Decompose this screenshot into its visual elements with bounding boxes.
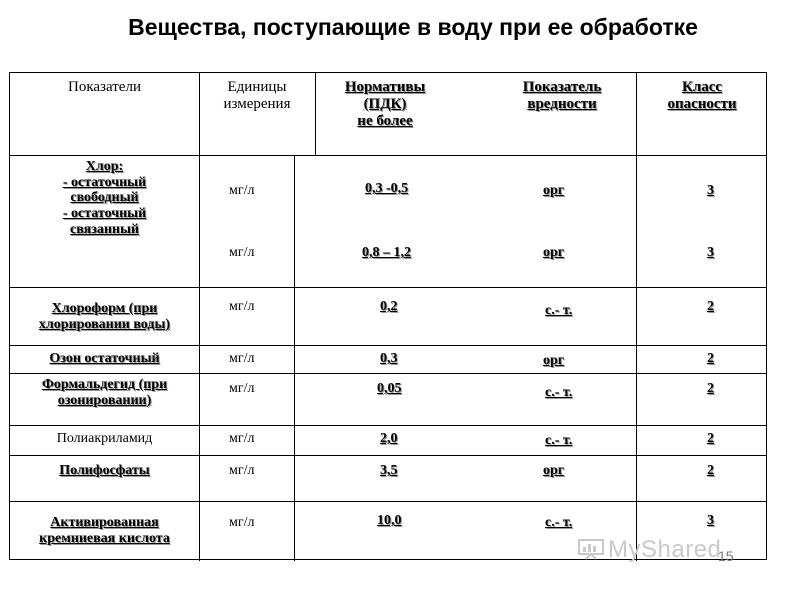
- row-chlorine-class-2: 3: [707, 245, 714, 260]
- row-formaldehyde-norm: 0,05: [377, 381, 402, 396]
- header-class: Класс опасности: [667, 79, 737, 112]
- row-divider-2: [10, 345, 766, 346]
- col-divider-4: [636, 73, 637, 561]
- row-chlorine-norm-1: 0,3 -0,5: [365, 181, 409, 196]
- row-chlorine-name: Хлор: - остаточный свободный - остаточный связанный: [62, 159, 147, 237]
- row-chlorine-norm-2: 0,8 – 1,2: [362, 245, 411, 260]
- row-polyacrylamide-class: 2: [707, 431, 714, 446]
- row-divider-3: [10, 373, 766, 374]
- slide-title: Вещества, поступающие в воду при ее обработке: [128, 14, 698, 40]
- row-chlorine-harm-2: орг: [543, 245, 565, 260]
- row-divider-4: [10, 425, 766, 426]
- row-polyacrylamide-norm: 2,0: [380, 431, 398, 446]
- watermark-logo: MyShared: [608, 536, 722, 563]
- row-chloroform-norm: 0,2: [380, 299, 398, 314]
- row-polyacrylamide-harm: с.- т.: [545, 433, 573, 448]
- row-ozone-unit: мг/л: [229, 351, 255, 366]
- row-polyphosphates-norm: 3,5: [380, 463, 398, 478]
- row-polyacrylamide-unit: мг/л: [229, 431, 255, 446]
- row-chloroform-name: Хлороформ (при хлорировании воды): [38, 301, 171, 332]
- col-divider-1: [199, 73, 200, 561]
- header-norm: Нормативы (ПДК) не более: [344, 79, 426, 129]
- row-chloroform-unit: мг/л: [229, 299, 255, 314]
- row-silicic-acid-norm: 10,0: [377, 513, 402, 528]
- substances-table: [9, 72, 767, 560]
- row-polyphosphates-unit: мг/л: [229, 463, 255, 478]
- header-indicator: Показатели: [68, 79, 141, 95]
- row-silicic-acid-unit: мг/л: [229, 515, 255, 530]
- row-chloroform-harm: с.- т.: [545, 303, 573, 318]
- row-divider-6: [10, 501, 766, 502]
- row-polyphosphates-class: 2: [707, 463, 714, 478]
- row-silicic-acid-name: Активированная кремниевая кислота: [39, 515, 170, 546]
- page-number: 15: [718, 548, 734, 564]
- row-chlorine-unit-1: мг/л: [229, 183, 255, 198]
- row-ozone-name: Озон остаточный: [49, 351, 160, 366]
- row-silicic-acid-class: 3: [707, 513, 714, 528]
- header-harm: Показатель вредности: [522, 79, 602, 112]
- row-chlorine-unit-2: мг/л: [229, 245, 255, 260]
- presentation-board-icon: [578, 538, 604, 560]
- row-divider-header: [10, 155, 766, 156]
- row-formaldehyde-class: 2: [707, 381, 714, 396]
- row-formaldehyde-name: Формальдегид (при озонировании): [41, 377, 168, 408]
- row-divider-1: [10, 287, 766, 288]
- row-ozone-class: 2: [707, 351, 714, 366]
- row-polyphosphates-name: Полифосфаты: [59, 463, 150, 478]
- row-formaldehyde-unit: мг/л: [229, 381, 255, 396]
- header-units: Единицы измерения: [223, 79, 291, 112]
- row-chlorine-harm-1: орг: [543, 183, 565, 198]
- row-silicic-acid-harm: с.- т.: [545, 515, 573, 530]
- row-ozone-norm: 0,3: [380, 351, 398, 366]
- row-chlorine-class-1: 3: [707, 183, 714, 198]
- row-polyphosphates-harm: орг: [543, 463, 565, 478]
- row-polyacrylamide-name: Полиакриламид: [56, 431, 153, 446]
- row-chloroform-class: 2: [707, 299, 714, 314]
- row-formaldehyde-harm: с.- т.: [545, 385, 573, 400]
- row-ozone-harm: орг: [543, 353, 565, 368]
- row-divider-5: [10, 455, 766, 456]
